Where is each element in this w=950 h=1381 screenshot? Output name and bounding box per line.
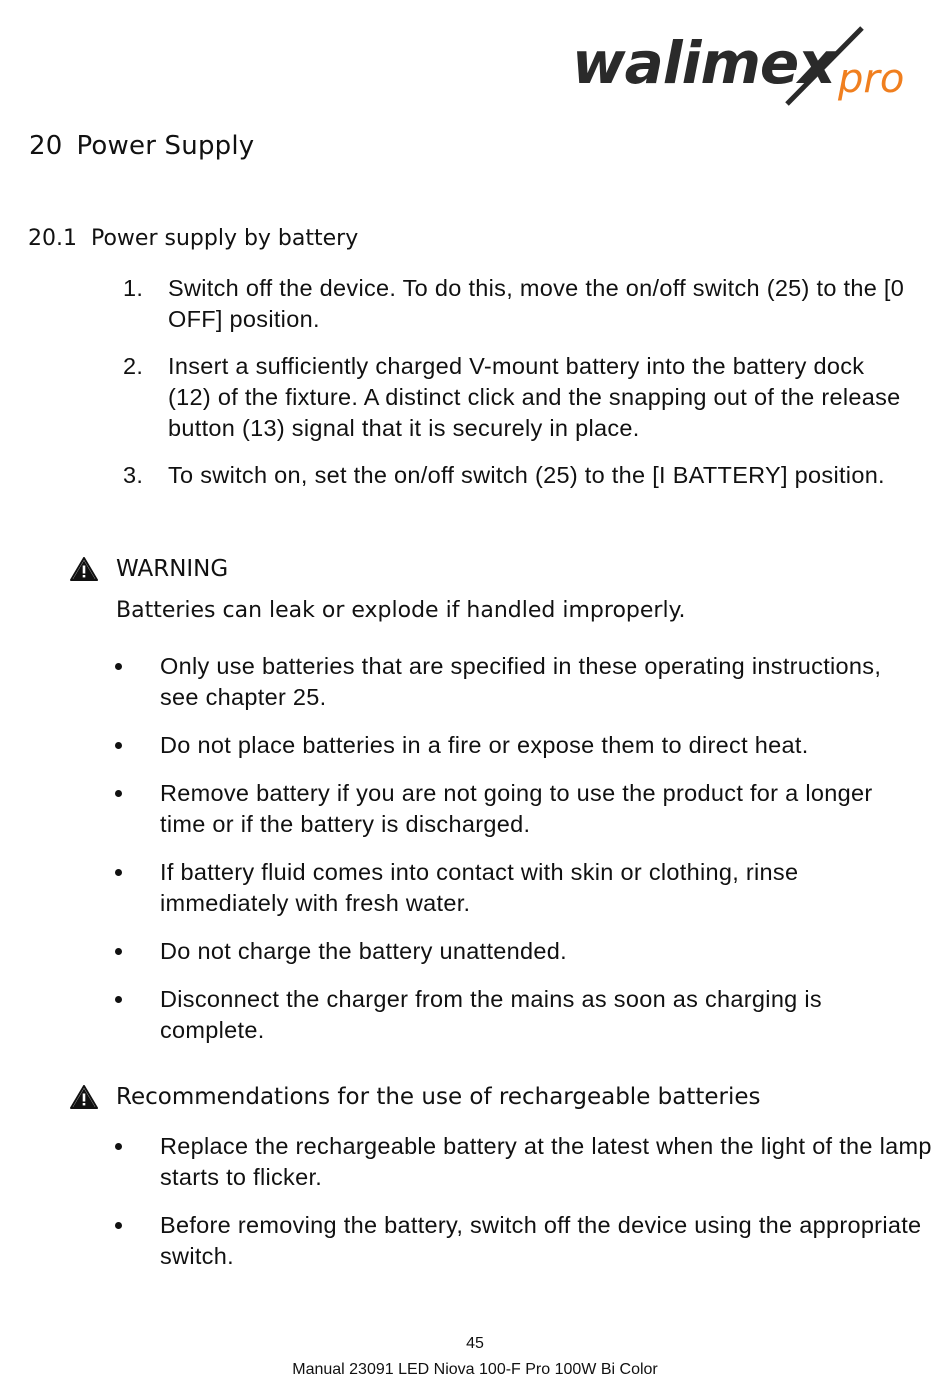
list-item — [123, 273, 913, 335]
list-item — [115, 857, 915, 919]
list-item — [115, 1210, 935, 1272]
warning-triangle-icon — [70, 557, 98, 581]
step-text: Insert a sufficiently charged V-mount battery into the battery dock (12) of the fixture. A distinct click and the snapping out of the release button (13) signal that it is securely in place. — [168, 353, 901, 441]
step-marker: 1. — [123, 275, 144, 301]
step-marker: 2. — [123, 353, 144, 379]
list-item — [115, 651, 915, 713]
list-item — [115, 1131, 935, 1193]
step-marker: 3. — [123, 462, 144, 488]
recommendations-list — [115, 1131, 935, 1289]
section-number: 20 — [29, 131, 63, 161]
list-item — [115, 936, 915, 967]
subsection-number: 20.1 — [28, 226, 77, 251]
warning-title: WARNING — [116, 556, 229, 582]
bullet-dot — [115, 1143, 122, 1150]
page-number: 45 — [466, 1335, 484, 1352]
step-text: To switch on, set the on/off switch (25) to the [I BATTERY] position. — [168, 462, 885, 488]
bullet-dot — [115, 1222, 122, 1229]
warning-item-text: Only use batteries that are specified in these operating instructions, see chapter 25. — [160, 653, 882, 710]
bullet-dot — [115, 996, 122, 1003]
warning-item-text: If battery fluid comes into contact with skin or clothing, rinse immediately with fresh water. — [160, 859, 799, 916]
list-item — [115, 778, 915, 840]
battery-steps-list — [123, 273, 913, 507]
bullet-dot — [115, 869, 122, 876]
warning-item-text: Disconnect the charger from the mains as soon as charging is complete. — [160, 986, 822, 1043]
warning-item-text: Do not place batteries in a fire or expose them to direct heat. — [160, 732, 809, 758]
recommendation-item-text: Replace the rechargeable battery at the latest when the light of the lamp starts to flicker. — [160, 1133, 932, 1190]
warning-triangle-icon — [70, 1085, 98, 1109]
warning-subtitle: Batteries can leak or explode if handled improperly. — [116, 598, 686, 623]
bullet-dot — [115, 663, 122, 670]
list-item — [115, 984, 915, 1046]
logo-pro-text: pro — [838, 56, 905, 102]
recommendation-item-text: Before removing the battery, switch off the device using the appropriate switch. — [160, 1212, 922, 1269]
bullet-dot — [115, 742, 122, 749]
subsection-title: Power supply by battery — [90, 226, 359, 251]
recommendations-title: Recommendations for the use of rechargeable batteries — [116, 1084, 761, 1110]
bullet-dot — [115, 948, 122, 955]
warning-list — [115, 651, 915, 1063]
subsection-heading — [28, 226, 358, 251]
bullet-dot — [115, 790, 122, 797]
step-text: Switch off the device. To do this, move the on/off switch (25) to the [0 OFF] position. — [168, 275, 905, 332]
recommendations-heading — [70, 1081, 761, 1113]
list-item — [123, 351, 913, 444]
logo-x-stroke-icon — [572, 26, 922, 106]
list-item — [115, 730, 915, 761]
logo-brand-text: walimex — [572, 29, 835, 97]
section-title: Power Supply — [76, 131, 255, 161]
manual-title-footer: Manual 23091 LED Niova 100-F Pro 100W Bi Color — [292, 1361, 658, 1378]
warning-item-text: Remove battery if you are not going to use the product for a longer time or if the battery is discharged. — [160, 780, 873, 837]
warning-heading — [70, 553, 228, 585]
walimex-pro-logo — [572, 26, 922, 106]
section-heading — [29, 131, 254, 161]
warning-item-text: Do not charge the battery unattended. — [160, 938, 567, 964]
list-item — [123, 460, 913, 491]
